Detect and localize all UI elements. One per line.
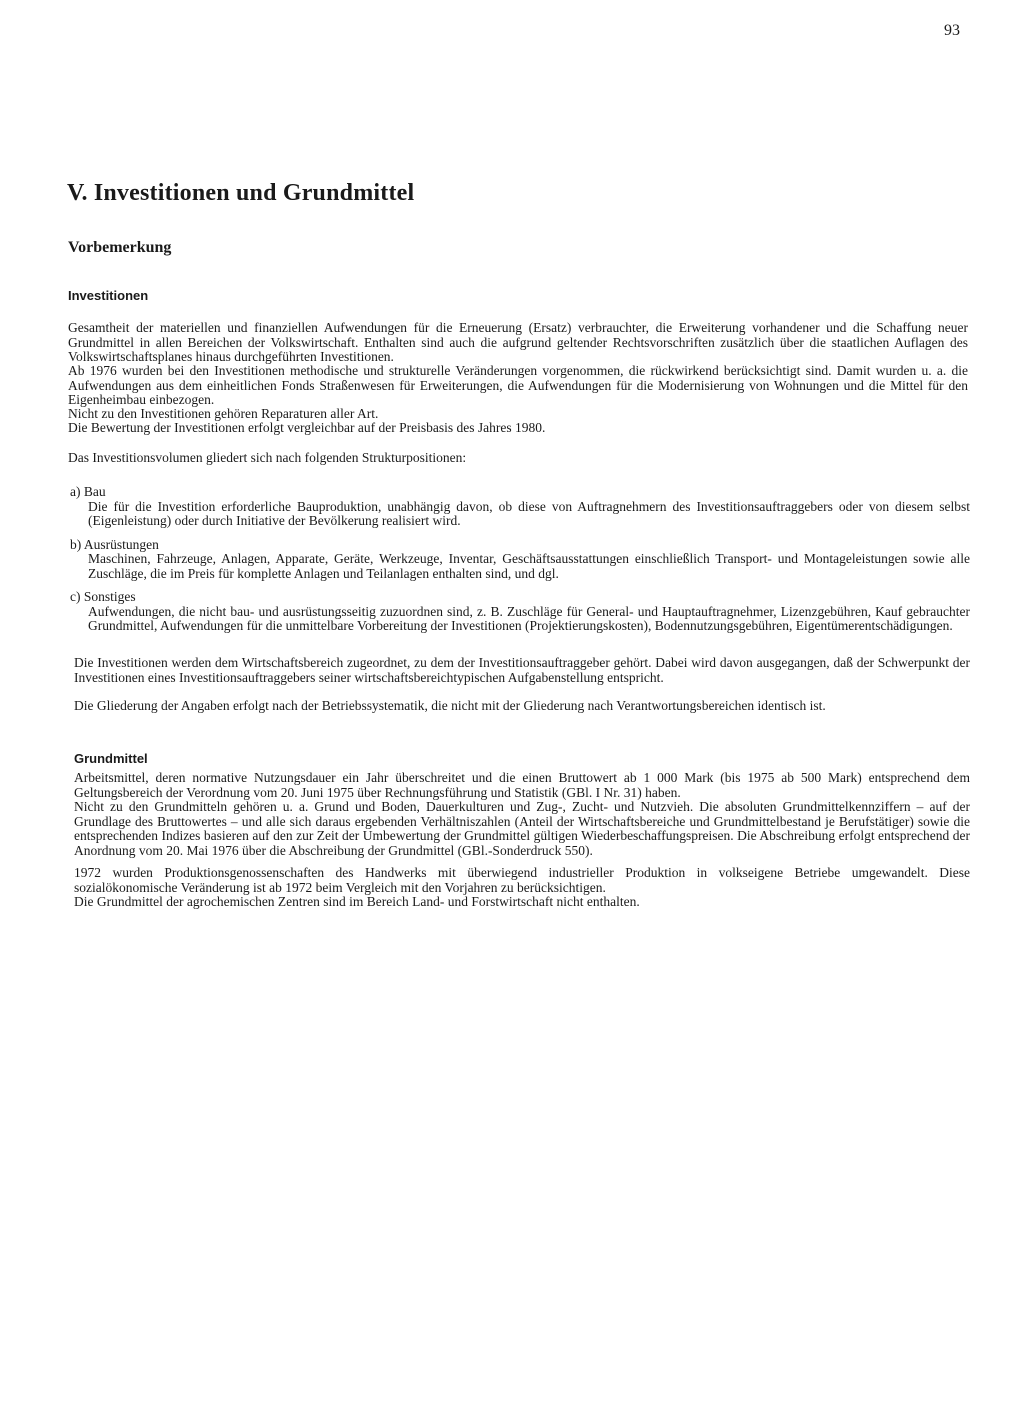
grundmittel-heading: Grundmittel <box>74 751 148 766</box>
investitionen-closing-2: Die Gliederung der Angaben erfolgt nach der Betriebssystematik, die nicht mit der Gliederung nach Verantwortungsbereichen identisch ist. <box>74 698 826 713</box>
grundmittel-paragraph-4: Die Grundmittel der agrochemischen Zentren sind im Bereich Land- und Forstwirtschaft nicht enthalten. <box>74 894 640 909</box>
investitionen-paragraph-1: Gesamtheit der materiellen und finanziellen Aufwendungen für die Erneuerung (Ersatz) verbrauchter, die Erweiterung vorhandener und die Schaffung neuer Grundmittel in allen Bereichen der Volkswirtschaft. Enthalten sind auch die aufgrund geltender Rechtsvorschriften zusätzlich über die staatlichen Auflagen des Volkswirtschaftsplanes hinaus durchgeführten Investitionen. <box>68 320 968 364</box>
investitionen-closing-1: Die Investitionen werden dem Wirtschaftsbereich zugeordnet, zu dem der Investitionsauftraggeber gehört. Dabei wird davon ausgegangen, daß der Schwerpunkt der Investitionen eines Investitionsauftraggebers seiner wirtschaftsbereichtypischen Aufgabenstellung entspricht. <box>74 655 970 685</box>
list-item-ausruestungen <box>70 538 970 582</box>
investitionen-paragraph-3: Nicht zu den Investitionen gehören Reparaturen aller Art. <box>68 406 379 421</box>
structure-list <box>70 485 970 634</box>
investitionen-paragraph-2: Ab 1976 wurden bei den Investitionen methodische und strukturelle Veränderungen vorgenommen, die rückwirkend berücksichtigt sind. Damit wurden u. a. die Aufwendungen aus dem einheitlichen Fonds Straßenwesen für Erweiterungen, die Aufwendungen für die Modernisierung von Wohnungen und die Mittel für den Eigenheimbau einbezogen. <box>68 363 968 407</box>
list-label: b) Ausrüstungen <box>70 536 159 552</box>
page-number: 93 <box>944 22 960 39</box>
investitionen-paragraph-4: Die Bewertung der Investitionen erfolgt vergleichbar auf der Preisbasis des Jahres 1980. <box>68 420 546 435</box>
section-title: Vorbemerkung <box>68 239 172 256</box>
structure-intro: Das Investitionsvolumen gliedert sich nach folgenden Strukturpositionen: <box>68 450 467 465</box>
chapter-title: V. Investitionen und Grundmittel <box>67 180 415 206</box>
investitionen-heading: Investitionen <box>68 288 149 303</box>
list-item-sonstiges <box>70 590 970 634</box>
grundmittel-paragraph-1: Arbeitsmittel, deren normative Nutzungsdauer ein Jahr überschreitet und die einen Bruttowert ab 1 000 Mark (bis 1975 ab 500 Mark) entsprechend dem Geltungsbereich der Verordnung vom 20. Juni 1975 über Rechnungsführung und Statistik (GBl. I Nr. 31) haben. <box>74 770 970 800</box>
grundmittel-paragraph-2: Nicht zu den Grundmitteln gehören u. a. Grund und Boden, Dauerkulturen und Zug-, Zucht- und Nutzvieh. Die absoluten Grundmittelkennziffern – auf der Grundlage des Bruttowertes – und alle sich daraus ergebenden Verhältniszahlen (Anteil der Wirtschaftsbereiche und Grundmittelbestand je Berufstätiger) sowie die entsprechenden Indizes basieren auf den zur Zeit der Umbewertung der Grundmittel gültigen Wiederbeschaffungspreisen. Die Abschreibung erfolgt entsprechend der Anordnung vom 20. Mai 1976 über die Abschreibung der Grundmittel (GBl.-Sonderdruck 550). <box>74 799 970 858</box>
list-label: c) Sonstiges <box>70 589 136 604</box>
list-text: Maschinen, Fahrzeuge, Anlagen, Apparate, Geräte, Werkzeuge, Inventar, Geschäftsausstattungen einschließlich Transport- und Montageleistungen sowie alle Zuschläge, die im Preis für komplette Anlagen und Teilanlagen enthalten sind, und dgl. <box>88 551 970 581</box>
list-item-bau <box>70 485 970 529</box>
list-text: Die für die Investition erforderliche Bauproduktion, unabhängig davon, ob diese von Auftragnehmern des Investitionsauftraggebers oder von diesem selbst (Eigenleistung) oder durch Initiative der Bevölkerung realisiert wird. <box>88 498 970 528</box>
list-text: Aufwendungen, die nicht bau- und ausrüstungsseitig zuzuordnen sind, z. B. Zuschläge für General- und Hauptauftragnehmer, Lizenzgebühren, Kauf gebrauchter Grundmittel, Aufwendungen für die unmittelbare Vorbereitung der Investitionen (Projektierungskosten), Bodennutzungsgebühren, Eigentümerentschädigungen. <box>88 603 970 633</box>
list-label: a) Bau <box>70 484 106 499</box>
grundmittel-paragraph-3: 1972 wurden Produktionsgenossenschaften des Handwerks mit überwiegend industrieller Produktion in volkseigene Betriebe umgewandelt. Diese sozialökonomische Veränderung ist ab 1972 beim Vergleich mit den Vorjahren zu berücksichtigen. <box>74 865 970 895</box>
